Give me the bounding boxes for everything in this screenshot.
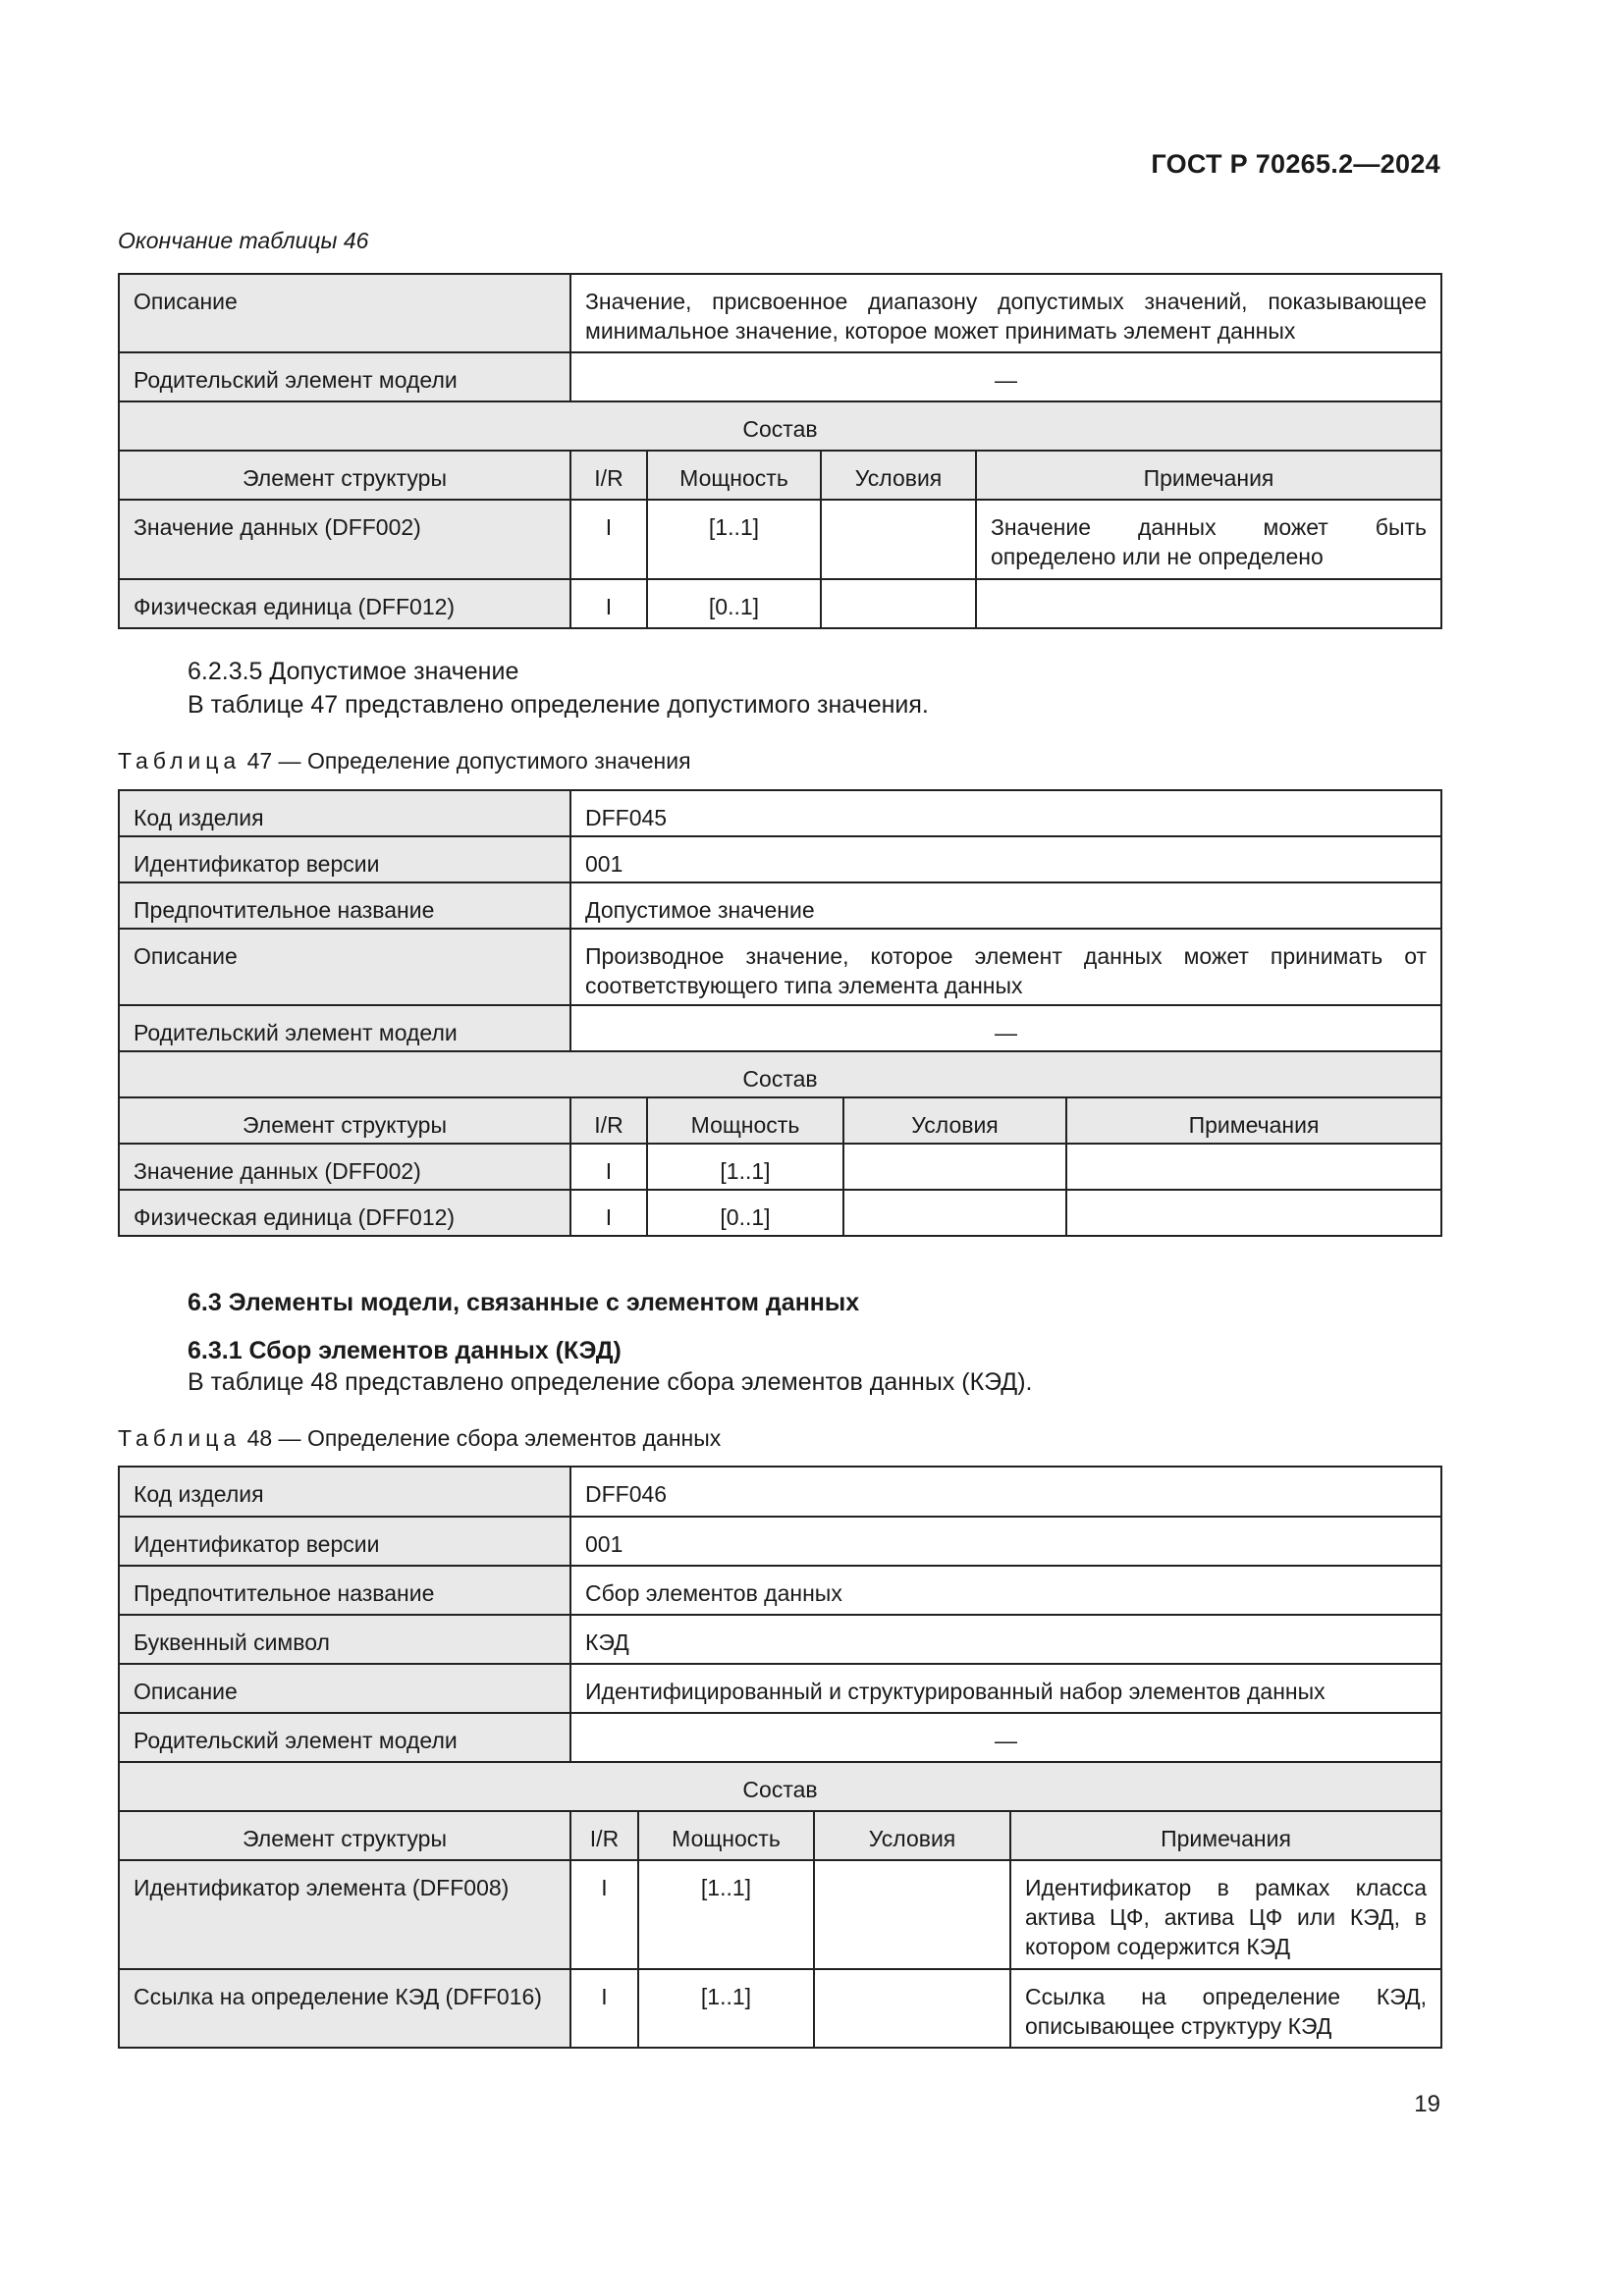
meta-row [119,1566,1441,1615]
meta-value: Значение, присвоенное диапазону допустимых значений, показывающее минимальное значение, которое может принимать элемент данных [570,274,1441,352]
table-cell: I [570,1969,638,2048]
meta-label: Идентификатор версии [119,836,570,882]
meta-row [119,1615,1441,1664]
table-cell: Ссылка на определение КЭД, описывающее структуру КЭД [1010,1969,1441,2048]
meta-label: Описание [119,274,570,352]
column-header-row [119,1097,1441,1144]
table-cell: [1..1] [647,1144,843,1190]
column-header: Мощность [647,451,821,500]
meta-value: Идентифицированный и структурированный набор элементов данных [570,1664,1441,1713]
table-cell: [0..1] [647,1190,843,1236]
meta-row [119,929,1441,1005]
column-header: Примечания [976,451,1441,500]
meta-label: Предпочтительное название [119,1566,570,1615]
section-6-2-3-5-heading: 6.2.3.5 Допустимое значение [188,658,519,685]
column-header: I/R [570,1097,647,1144]
page-number: 19 [1414,2091,1440,2117]
meta-label: Родительский элемент модели [119,1713,570,1762]
meta-value: DFF046 [570,1467,1441,1517]
meta-label: Описание [119,929,570,1005]
table-cell [821,500,976,579]
column-header: I/R [570,451,647,500]
section-6-2-3-5-text: В таблице 47 представлено определение допустимого значения. [188,691,929,719]
table-cell: [1..1] [638,1860,814,1969]
table-cell: I [570,1860,638,1969]
column-header: Мощность [647,1097,843,1144]
meta-value: 001 [570,836,1441,882]
table-47-caption [118,748,691,774]
meta-label: Идентификатор версии [119,1517,570,1566]
column-header: Элемент структуры [119,451,570,500]
meta-label: Код изделия [119,1467,570,1517]
table-46-continuation-caption: Окончание таблицы 46 [118,228,369,253]
column-header: Условия [814,1811,1010,1860]
table-row [119,1860,1441,1969]
meta-label: Код изделия [119,790,570,836]
table-row [119,1190,1441,1236]
composition-row [119,1051,1441,1097]
table-row [119,1144,1441,1190]
meta-row [119,836,1441,882]
table-row [119,500,1441,579]
table-cell [1066,1190,1441,1236]
column-header: I/R [570,1811,638,1860]
table-cell: I [570,1144,647,1190]
column-header: Условия [843,1097,1066,1144]
table-cell [976,579,1441,628]
composition-row [119,401,1441,451]
table-cell [843,1190,1066,1236]
meta-value: — [570,352,1441,401]
table-cell: Физическая единица (DFF012) [119,579,570,628]
table-cell: I [570,500,647,579]
column-header: Элемент структуры [119,1811,570,1860]
table-48 [118,1466,1442,2049]
caption-prefix: Таблица [118,1425,242,1451]
table-cell: Значение данных может быть определено или не определено [976,500,1441,579]
meta-value: КЭД [570,1615,1441,1664]
table-row [119,579,1441,628]
table-cell: Идентификатор в рамках класса актива ЦФ, актива ЦФ или КЭД, в котором содержится КЭД [1010,1860,1441,1969]
meta-label: Описание [119,1664,570,1713]
table-cell [843,1144,1066,1190]
meta-value: DFF045 [570,790,1441,836]
composition-label: Состав [119,401,1441,451]
meta-row [119,274,1441,352]
meta-row [119,1467,1441,1517]
meta-value: — [570,1005,1441,1051]
table-cell: [1..1] [647,500,821,579]
meta-row [119,1005,1441,1051]
meta-row [119,1664,1441,1713]
composition-label: Состав [119,1051,1441,1097]
column-header: Примечания [1066,1097,1441,1144]
table-row [119,1969,1441,2048]
table-cell: I [570,579,647,628]
caption-text: 47 — Определение допустимого значения [241,748,691,774]
meta-row [119,882,1441,929]
table-cell: Физическая единица (DFF012) [119,1190,570,1236]
meta-label: Предпочтительное название [119,882,570,929]
table-cell: [1..1] [638,1969,814,2048]
table-cell: I [570,1190,647,1236]
column-header-row [119,451,1441,500]
table-cell: Ссылка на определение КЭД (DFF016) [119,1969,570,2048]
caption-text: 48 — Определение сбора элементов данных [241,1425,722,1451]
table-cell: Значение данных (DFF002) [119,1144,570,1190]
column-header: Примечания [1010,1811,1441,1860]
table-47 [118,789,1442,1237]
column-header: Мощность [638,1811,814,1860]
table-cell: [0..1] [647,579,821,628]
section-6-3-1-heading: 6.3.1 Сбор элементов данных (КЭД) [188,1337,622,1364]
meta-value: 001 [570,1517,1441,1566]
meta-value: — [570,1713,1441,1762]
caption-prefix: Таблица [118,748,242,774]
meta-label: Буквенный символ [119,1615,570,1664]
table-cell [814,1860,1010,1969]
section-6-3-1-text: В таблице 48 представлено определение сбора элементов данных (КЭД). [188,1368,1033,1396]
meta-row [119,1713,1441,1762]
meta-row [119,1517,1441,1566]
meta-row [119,352,1441,401]
table-cell [1066,1144,1441,1190]
meta-label: Родительский элемент модели [119,352,570,401]
table-48-caption [118,1425,721,1452]
table-cell: Идентификатор элемента (DFF008) [119,1860,570,1969]
composition-label: Состав [119,1762,1441,1811]
meta-row [119,790,1441,836]
meta-value: Сбор элементов данных [570,1566,1441,1615]
meta-value: Допустимое значение [570,882,1441,929]
composition-row [119,1762,1441,1811]
column-header: Элемент структуры [119,1097,570,1144]
document-id: ГОСТ Р 70265.2—2024 [1151,149,1440,179]
meta-value: Производное значение, которое элемент данных может принимать от соответствующего типа элемента данных [570,929,1441,1005]
table-46 [118,273,1442,629]
column-header-row [119,1811,1441,1860]
table-cell [814,1969,1010,2048]
meta-label: Родительский элемент модели [119,1005,570,1051]
column-header: Условия [821,451,976,500]
section-6-3-heading: 6.3 Элементы модели, связанные с элементом данных [188,1289,860,1316]
table-cell: Значение данных (DFF002) [119,500,570,579]
table-cell [821,579,976,628]
